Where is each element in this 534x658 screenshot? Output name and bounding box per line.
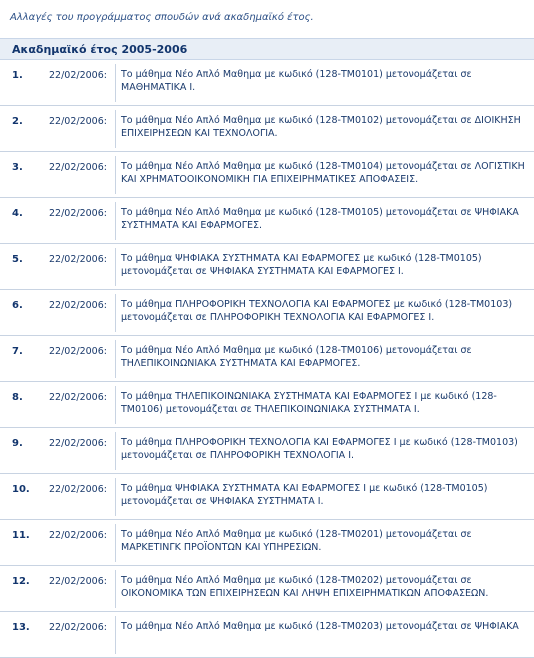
column-divider (115, 432, 116, 470)
item-number: 8. (12, 392, 23, 403)
item-number: 13. (12, 622, 30, 633)
list-item (0, 428, 534, 474)
item-number: 2. (12, 116, 23, 127)
list-item (0, 566, 534, 612)
item-date: 22/02/2006: (49, 208, 107, 219)
item-number: 12. (12, 576, 30, 587)
column-divider (115, 202, 116, 240)
list-item (0, 198, 534, 244)
item-description: Το μάθημα ΠΛΗΡΟΦΟΡΙΚΗ ΤΕΧΝΟΛΟΓΙΑ ΚΑΙ ΕΦΑΡΜΟΓΕΣ με κωδικό (128-ΤΜ0103) μετονομάζεται σε ΠΛΗΡΟΦΟΡΙΚΗ ΤΕΧΝΟΛΟΓΙΑ ΚΑΙ ΕΦΑΡΜΟΓΕΣ Ι. (121, 299, 513, 323)
academic-year-title: Ακαδημαϊκό έτος 2005-2006 (12, 43, 188, 56)
column-divider (115, 478, 116, 516)
list-item (0, 106, 534, 152)
item-date: 22/02/2006: (49, 484, 107, 495)
item-date: 22/02/2006: (49, 70, 107, 81)
list-item (0, 336, 534, 382)
column-divider (115, 248, 116, 286)
item-date: 22/02/2006: (49, 392, 107, 403)
item-date: 22/02/2006: (49, 530, 107, 541)
column-divider (115, 524, 116, 562)
item-number: 11. (12, 530, 30, 541)
item-description: Το μάθημα ΠΛΗΡΟΦΟΡΙΚΗ ΤΕΧΝΟΛΟΓΙΑ ΚΑΙ ΕΦΑΡΜΟΓΕΣ Ι με κωδικό (128-ΤΜ0103) μετονομάζεται σε ΠΛΗΡΟΦΟΡΙΚΗ ΤΕΧΝΟΛΟΓΙΑ Ι. (121, 437, 518, 461)
item-date: 22/02/2006: (49, 300, 107, 311)
column-divider (115, 340, 116, 378)
item-description: Το μάθημα Νέο Απλό Μαθημα με κωδικό (128-ΤΜ0203) μετονομάζεται σε ΨΗΦΙΑΚΑ (121, 621, 519, 632)
column-divider (115, 570, 116, 608)
item-date: 22/02/2006: (49, 622, 107, 633)
item-description: Το μάθημα Νέο Απλό Μαθημα με κωδικό (128-ΤΜ0105) μετονομάζεται σε ΨΗΦΙΑΚΑ ΣΥΣΤΗΜΑΤΑ ΚΑΙ ΕΦΑΡΜΟΓΕΣ. (121, 207, 519, 231)
column-divider (115, 64, 116, 102)
list-item (0, 474, 534, 520)
item-description: Το μάθημα Νέο Απλό Μαθημα με κωδικό (128-ΤΜ0104) μετονομάζεται σε ΛΟΓΙΣΤΙΚΗ ΚΑΙ ΧΡΗΜΑΤΟΟΙΚΟΝΟΜΙΚΗ ΓΙΑ ΕΠΙΧΕΙΡΗΜΑΤΙΚΕΣ ΑΠΟΦΑΣΕΙΣ. (121, 161, 525, 185)
column-divider (115, 294, 116, 332)
list-item (0, 612, 534, 658)
item-number: 3. (12, 162, 23, 173)
item-description: Το μάθημα Νέο Απλό Μαθημα με κωδικό (128-ΤΜ0202) μετονομάζεται σε ΟΙΚΟΝΟΜΙΚΑ ΤΩΝ ΕΠΙΧΕΙΡΗΣΕΩΝ ΚΑΙ ΛΗΨΗ ΕΠΙΧΕΙΡΗΜΑΤΙΚΩΝ ΑΠΟΦΑΣΕΩΝ. (121, 575, 489, 599)
item-description: Το μάθημα ΨΗΦΙΑΚΑ ΣΥΣΤΗΜΑΤΑ ΚΑΙ ΕΦΑΡΜΟΓΕΣ με κωδικό (128-ΤΜ0105) μετονομάζεται σε ΨΗΦΙΑΚΑ ΣΥΣΤΗΜΑΤΑ ΚΑΙ ΕΦΑΡΜΟΓΕΣ Ι. (121, 253, 482, 277)
academic-year-header (0, 38, 534, 60)
item-date: 22/02/2006: (49, 254, 107, 265)
column-divider (115, 386, 116, 424)
item-description: Το μάθημα Νέο Απλό Μαθημα με κωδικό (128-ΤΜ0201) μετονομάζεται σε ΜΑΡΚΕΤΙΝΓΚ ΠΡΟΪΟΝΤΩΝ ΚΑΙ ΥΠΗΡΕΣΙΩΝ. (121, 529, 472, 553)
item-description: Το μάθημα ΤΗΛΕΠΙΚΟΙΝΩΝΙΑΚΑ ΣΥΣΤΗΜΑΤΑ ΚΑΙ ΕΦΑΡΜΟΓΕΣ Ι με κωδικό (128-ΤΜ0106) μετονομάζεται σε ΤΗΛΕΠΙΚΟΙΝΩΝΙΑΚΑ ΣΥΣΤΗΜΑΤΑ Ι. (121, 391, 497, 415)
item-number: 6. (12, 300, 23, 311)
item-number: 4. (12, 208, 23, 219)
column-divider (115, 616, 116, 654)
changes-list (0, 60, 534, 658)
list-item (0, 60, 534, 106)
item-description: Το μάθημα Νέο Απλό Μαθημα με κωδικό (128-ΤΜ0102) μετονομάζεται σε ΔΙΟΙΚΗΣΗ ΕΠΙΧΕΙΡΗΣΕΩΝ ΚΑΙ ΤΕΧΝΟΛΟΓΙΑ. (121, 115, 521, 139)
item-number: 7. (12, 346, 23, 357)
item-date: 22/02/2006: (49, 576, 107, 587)
item-description: Το μάθημα Νέο Απλό Μαθημα με κωδικό (128-ΤΜ0106) μετονομάζεται σε ΤΗΛΕΠΙΚΟΙΝΩΝΙΑΚΑ ΣΥΣΤΗΜΑΤΑ ΚΑΙ ΕΦΑΡΜΟΓΕΣ. (121, 345, 472, 369)
item-number: 1. (12, 70, 23, 81)
item-date: 22/02/2006: (49, 116, 107, 127)
list-item (0, 244, 534, 290)
item-number: 5. (12, 254, 23, 265)
list-item (0, 152, 534, 198)
item-description: Το μάθημα ΨΗΦΙΑΚΑ ΣΥΣΤΗΜΑΤΑ ΚΑΙ ΕΦΑΡΜΟΓΕΣ Ι με κωδικό (128-ΤΜ0105) μετονομάζεται σε ΨΗΦΙΑΚΑ ΣΥΣΤΗΜΑΤΑ Ι. (121, 483, 488, 507)
item-date: 22/02/2006: (49, 346, 107, 357)
item-description: Το μάθημα Νέο Απλό Μαθημα με κωδικό (128-ΤΜ0101) μετονομάζεται σε ΜΑΘΗΜΑΤΙΚΑ Ι. (121, 69, 472, 93)
list-item (0, 520, 534, 566)
page-intro: Αλλαγές του προγράμματος σπουδών ανά ακαδημαϊκό έτος. (10, 12, 314, 23)
item-number: 9. (12, 438, 23, 449)
item-date: 22/02/2006: (49, 438, 107, 449)
column-divider (115, 110, 116, 148)
item-number: 10. (12, 484, 30, 495)
item-date: 22/02/2006: (49, 162, 107, 173)
column-divider (115, 156, 116, 194)
list-item (0, 382, 534, 428)
list-item (0, 290, 534, 336)
